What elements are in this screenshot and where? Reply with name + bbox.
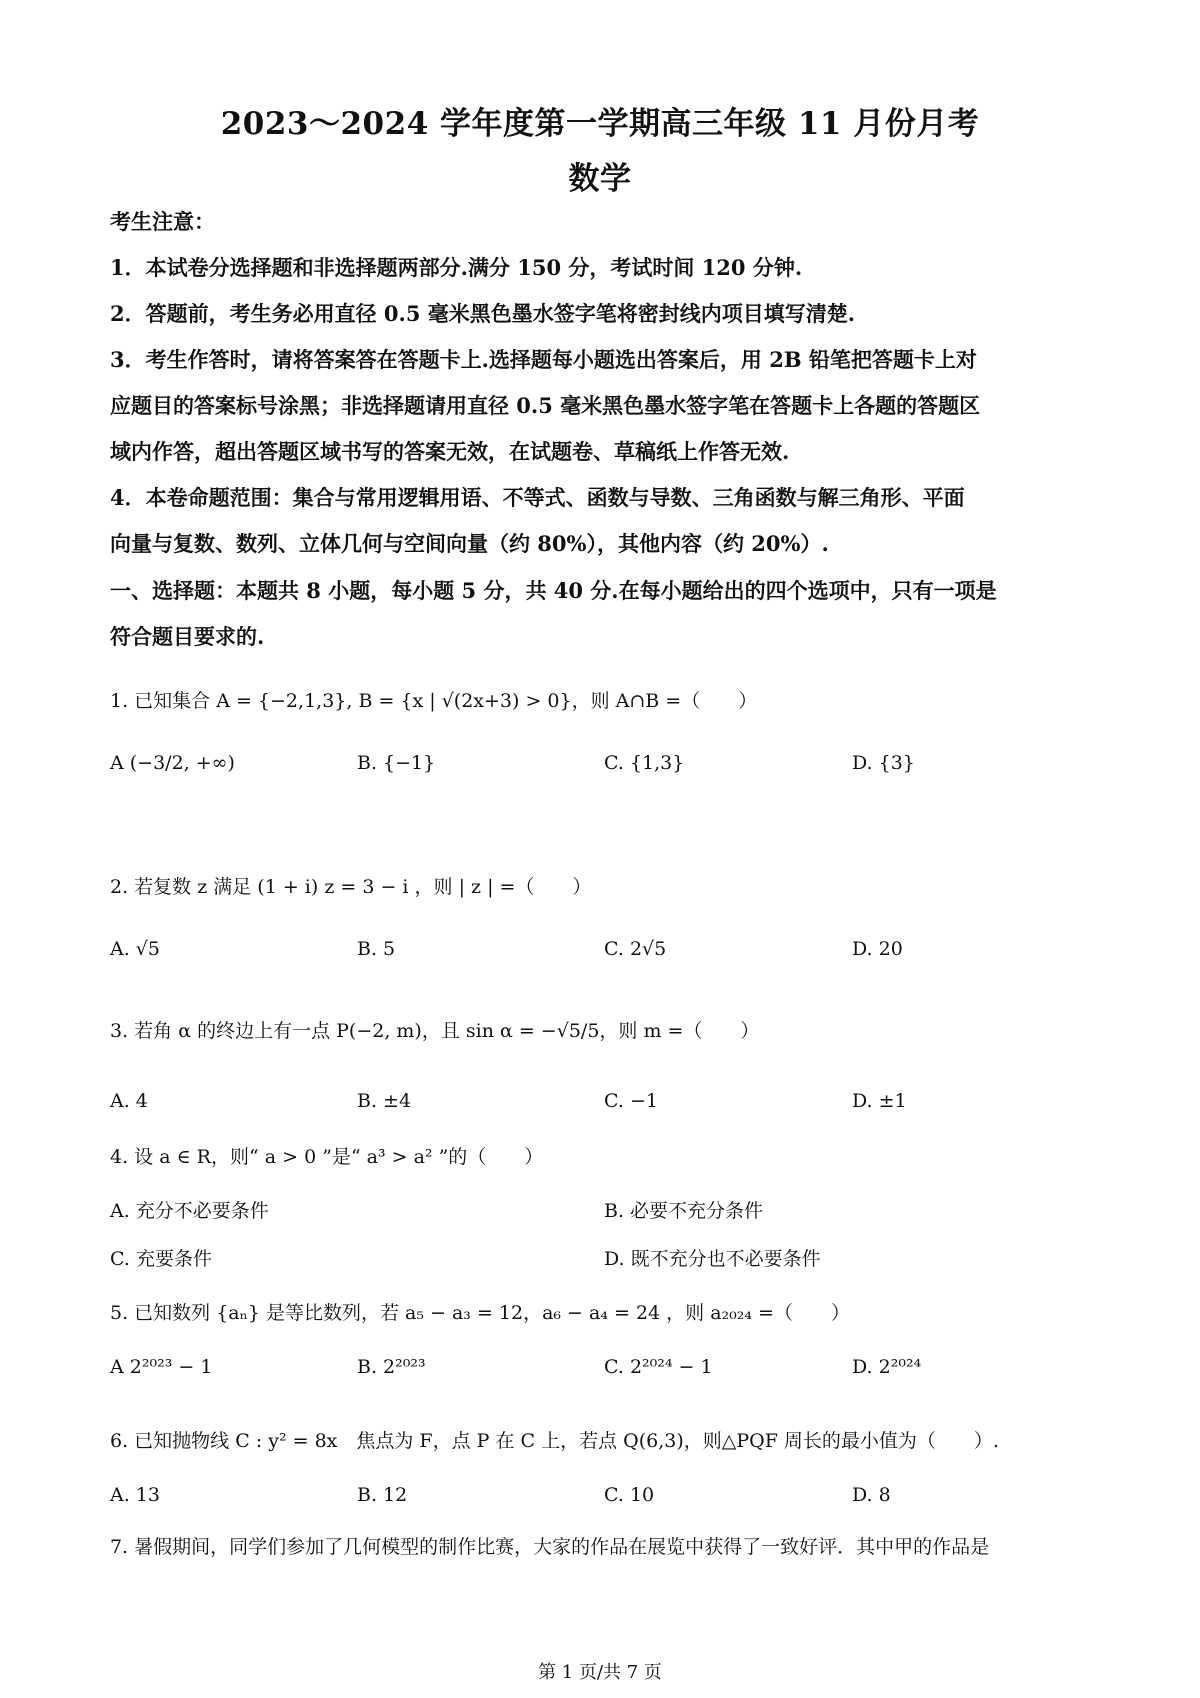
subject-title: 数学	[568, 161, 632, 197]
question-5-option-a: A 2²⁰²³ − 1	[110, 1356, 213, 1378]
notice-heading: 考生注意：	[110, 209, 215, 234]
question-6-option-c: C. 10	[604, 1484, 655, 1506]
question-6-option-b: B. 12	[357, 1484, 408, 1506]
section-heading: 一、选择题：本题共 8 小题，每小题 5 分，共 40 分.在每小题给出的四个选项中，只有一项是	[110, 578, 997, 603]
question-2-stem: 2. 若复数 z 满足 (1 + i) z = 3 − i ，则 | z | =（ ）	[110, 876, 592, 898]
question-4-option-d: D. 既不充分也不必要条件	[604, 1248, 821, 1270]
question-5-option-c: C. 2²⁰²⁴ − 1	[604, 1356, 713, 1378]
question-2-option-b: B. 5	[357, 938, 396, 960]
question-3-option-b: B. ±4	[357, 1090, 412, 1112]
question-3-stem: 3. 若角 α 的终边上有一点 P(−2, m)，且 sin α = −√5/5，则 m =（ ）	[110, 1020, 760, 1042]
exam-title: 2023～2024 学年度第一学期高三年级 11 月份月考	[220, 106, 980, 142]
notice-line-4: 应题目的答案标号涂黑；非选择题请用直径 0.5 毫米黑色墨水签字笔在答题卡上各题的答题区	[110, 393, 981, 418]
question-1-option-d: D. {3}	[852, 752, 915, 774]
question-5-stem: 5. 已知数列 {aₙ} 是等比数列，若 a₅ − a₃ = 12，a₆ − a₄ = 24 ，则 a₂₀₂₄ =（ ）	[110, 1302, 850, 1324]
question-2-option-c: C. 2√5	[604, 938, 667, 960]
question-2-option-a: A. √5	[110, 938, 160, 960]
question-6-option-a: A. 13	[110, 1484, 160, 1506]
question-2-option-d: D. 20	[852, 938, 903, 960]
question-1-option-b: B. {−1}	[357, 752, 436, 774]
question-3-option-a: A. 4	[110, 1090, 148, 1112]
notice-line-2: 2．答题前，考生务必用直径 0.5 毫米黑色墨水签字笔将密封线内项目填写清楚.	[110, 301, 856, 326]
notice-line-1: 1．本试卷分选择题和非选择题两部分.满分 150 分，考试时间 120 分钟.	[110, 255, 803, 280]
question-1-option-c: C. {1,3}	[604, 752, 685, 774]
question-1-option-a: A (−3/2, +∞)	[110, 752, 235, 774]
notice-line-3: 3．考生作答时，请将答案答在答题卡上.选择题每小题选出答案后，用 2B 铅笔把答题卡上对	[110, 347, 977, 372]
section-heading-cont: 符合题目要求的.	[110, 624, 265, 649]
question-3-option-c: C. −1	[604, 1090, 658, 1112]
question-5-option-d: D. 2²⁰²⁴	[852, 1356, 922, 1378]
question-4-option-a: A. 充分不必要条件	[110, 1200, 269, 1222]
question-4-option-c: C. 充要条件	[110, 1248, 212, 1270]
question-1-stem: 1. 已知集合 A = {−2,1,3}, B = {x | √(2x+3) > 0}，则 A∩B =（ ）	[110, 690, 758, 712]
question-5-option-b: B. 2²⁰²³	[357, 1356, 426, 1378]
notice-line-5: 域内作答，超出答题区域书写的答案无效，在试题卷、草稿纸上作答无效.	[110, 439, 790, 464]
question-6-option-d: D. 8	[852, 1484, 891, 1506]
question-6-stem: 6. 已知抛物线 C : y² = 8x 焦点为 F，点 P 在 C 上，若点 Q(6,3)，则△PQF 周长的最小值为（ ）.	[110, 1430, 999, 1452]
question-7-stem: 7. 暑假期间，同学们参加了几何模型的制作比赛，大家的作品在展览中获得了一致好评．其中甲的作品是	[110, 1536, 990, 1558]
question-3-option-d: D. ±1	[852, 1090, 907, 1112]
question-4-stem: 4. 设 a ∈ R，则“ a > 0 ”是“ a³ > a² ”的（ ）	[110, 1146, 544, 1168]
page-number: 第 1 页/共 7 页	[538, 1662, 662, 1683]
question-4-option-b: B. 必要不充分条件	[604, 1200, 764, 1222]
notice-line-6: 4．本卷命题范围：集合与常用逻辑用语、不等式、函数与导数、三角函数与解三角形、平面	[110, 485, 965, 510]
notice-line-7: 向量与复数、数列、立体几何与空间向量（约 80%），其他内容（约 20%）.	[110, 531, 829, 556]
